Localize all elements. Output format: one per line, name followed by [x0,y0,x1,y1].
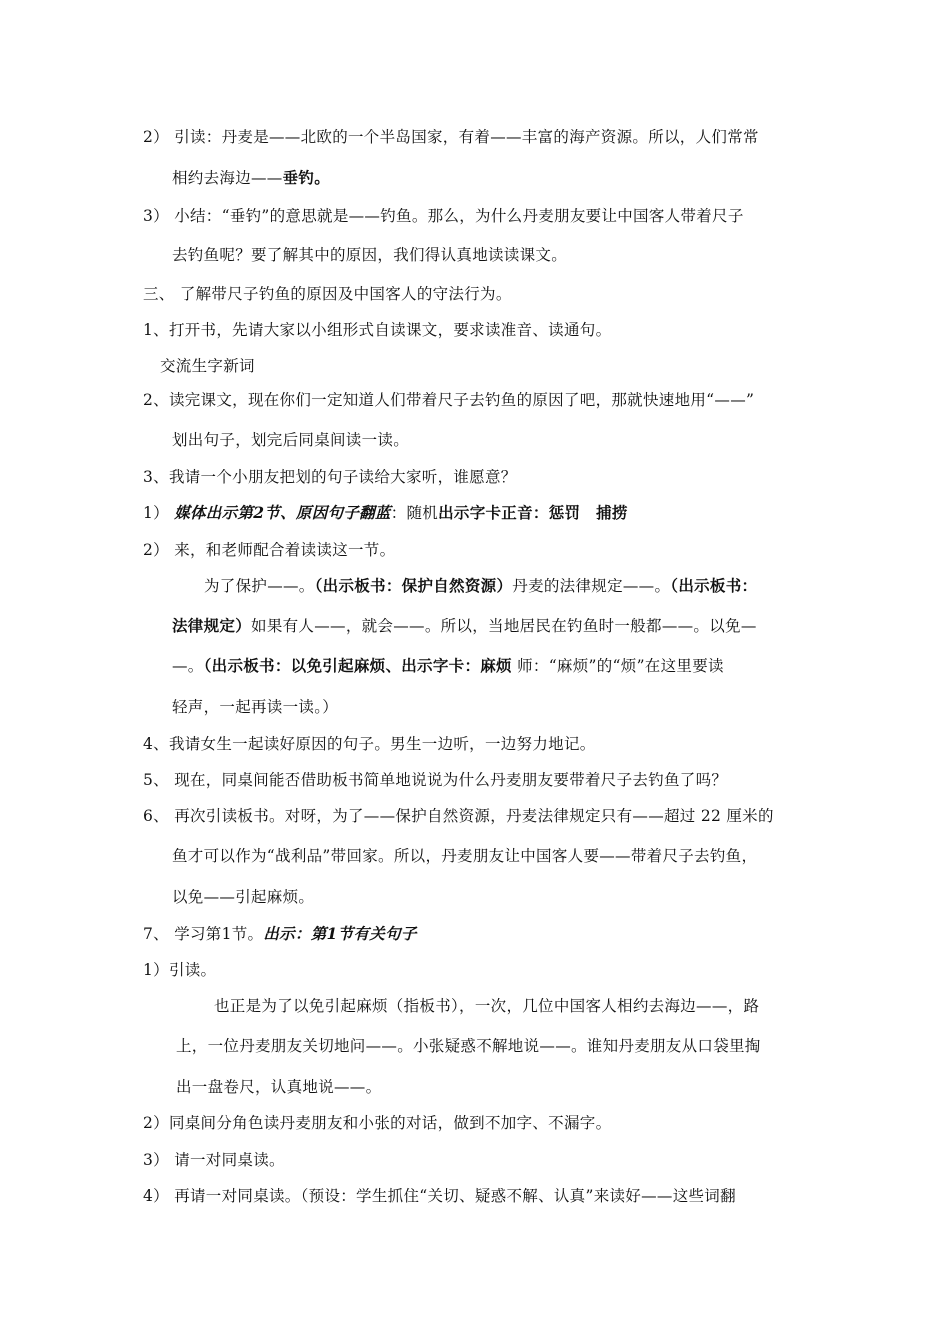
paragraph-line [176,1077,381,1097]
text-run: 6、 再次引读板书。对呀，为了——保护自然资源，丹麦法律规定只有——超过 22 厘米的 [143,807,774,825]
text-run: 7、 学习第1节。 [143,925,264,943]
paragraph-line [143,924,417,944]
text-run: 三、 了解带尺子钓鱼的原因及中国客人的守法行为。 [143,285,512,303]
text-run: 3） 小结：“垂钓”的意思就是——钓鱼。那么，为什么丹麦朋友要让中国客人带着尺子 [143,207,744,225]
text-run: 丹麦的法律规定——。 [512,577,671,595]
paragraph-line [172,245,567,265]
text-run: 2） 来，和老师配合着读读这一节。 [143,541,396,559]
paragraph-line [143,127,759,147]
text-run: 4、我请女生一起读好原因的句子。男生一边听，一边努力地记。 [143,735,596,753]
text-run: 划出句子，划完后同桌间读一读。 [172,431,410,449]
bold-italic-text-run: 出示：第1节有关句子 [263,924,417,943]
text-run: 为了保护——。 [204,577,315,595]
text-run: 出一盘卷尺，认真地说——。 [176,1078,382,1096]
text-run: 1）引读。 [143,961,217,979]
text-run: 如果有人——，就会——。所以，当地居民在钓鱼时一般都——。以免— [251,617,757,635]
paragraph-line [172,697,338,717]
paragraph-line [204,576,757,596]
paragraph-line [172,656,724,676]
paragraph-line [143,806,774,826]
text-run: 也正是为了以免引起麻烦（指板书），一次，几位中国客人相约去海边——，路 [214,997,760,1015]
text-run: 2）同桌间分角色读丹麦朋友和小张的对话，做到不加字、不漏字。 [143,1114,612,1132]
text-run: 2、读完课文，现在你们一定知道人们带着尺子去钓鱼的原因了吧，那就快速地用“——” [143,391,755,409]
paragraph-line [172,430,409,450]
text-run: ：随机 [390,504,439,522]
paragraph-line [143,1186,736,1206]
paragraph-line [143,734,596,754]
text-run: —。 [172,657,204,675]
paragraph-line [143,1113,611,1133]
text-run: 师：“麻烦”的“烦”在这里要读 [511,657,724,675]
text-run: 3、我请一个小朋友把划的句子读给大家听，谁愿意？ [143,468,517,486]
paragraph-line [143,467,517,487]
text-run: 上，一位丹麦朋友关切地问——。小张疑惑不解地说——。谁知丹麦朋友从口袋里掏 [176,1037,761,1055]
text-run: 鱼才可以作为“战利品”带回家。所以，丹麦朋友让中国客人要——带着尺子去钓鱼， [172,847,758,865]
paragraph-line [172,168,330,188]
bold-text-run: 垂钓。 [282,168,331,187]
paragraph-line [143,390,754,410]
section-heading [143,284,512,304]
bold-text-run: （出示板书：保护自然资源） [314,576,513,595]
paragraph-line [172,887,314,907]
bold-text-run: （出示板书： [670,576,758,595]
paragraph-line [176,1036,761,1056]
paragraph-line [160,356,255,376]
text-run: 交流生字新词 [160,357,255,375]
paragraph-line [143,503,628,523]
text-run: 4） 再请一对同桌读。（预设：学生抓住“关切、疑惑不解、认真”来读好——这些词翻 [143,1187,736,1205]
paragraph-line [143,206,744,226]
paragraph-line [143,1150,285,1170]
paragraph-line [143,540,395,560]
paragraph-line [214,996,759,1016]
text-run: 3） 请一对同桌读。 [143,1151,285,1169]
text-run: 1、打开书，先请大家以小组形式自读课文，要求读准音、读通句。 [143,321,612,339]
text-run: 去钓鱼呢？要了解其中的原因，我们得认真地读读课文。 [172,246,568,264]
text-run: 轻声，一起再读一读。） [172,698,339,716]
paragraph-line [143,320,611,340]
bold-text-run: 法律规定） [172,616,252,635]
text-run: 5、 现在，同桌间能否借助板书简单地说说为什么丹麦朋友要带着尺子去钓鱼了吗？ [143,771,728,789]
bold-text-run: 出示字卡正音：惩罚 捕捞 [438,503,628,522]
paragraph-line [143,770,727,790]
bold-text-run: （出示板书：以免引起麻烦、出示字卡：麻烦 [203,656,512,675]
text-run: 2） 引读：丹麦是——北欧的一个半岛国家，有着——丰富的海产资源。所以，人们常常 [143,128,759,146]
text-run: 以免——引起麻烦。 [172,888,315,906]
bold-italic-text-run: 媒体出示第2节、原因句子翻蓝 [174,503,391,522]
paragraph-line [143,960,216,980]
text-run: 1） [143,504,175,522]
text-run: 相约去海边—— [172,169,283,187]
paragraph-line [172,616,757,636]
paragraph-line [172,846,757,866]
